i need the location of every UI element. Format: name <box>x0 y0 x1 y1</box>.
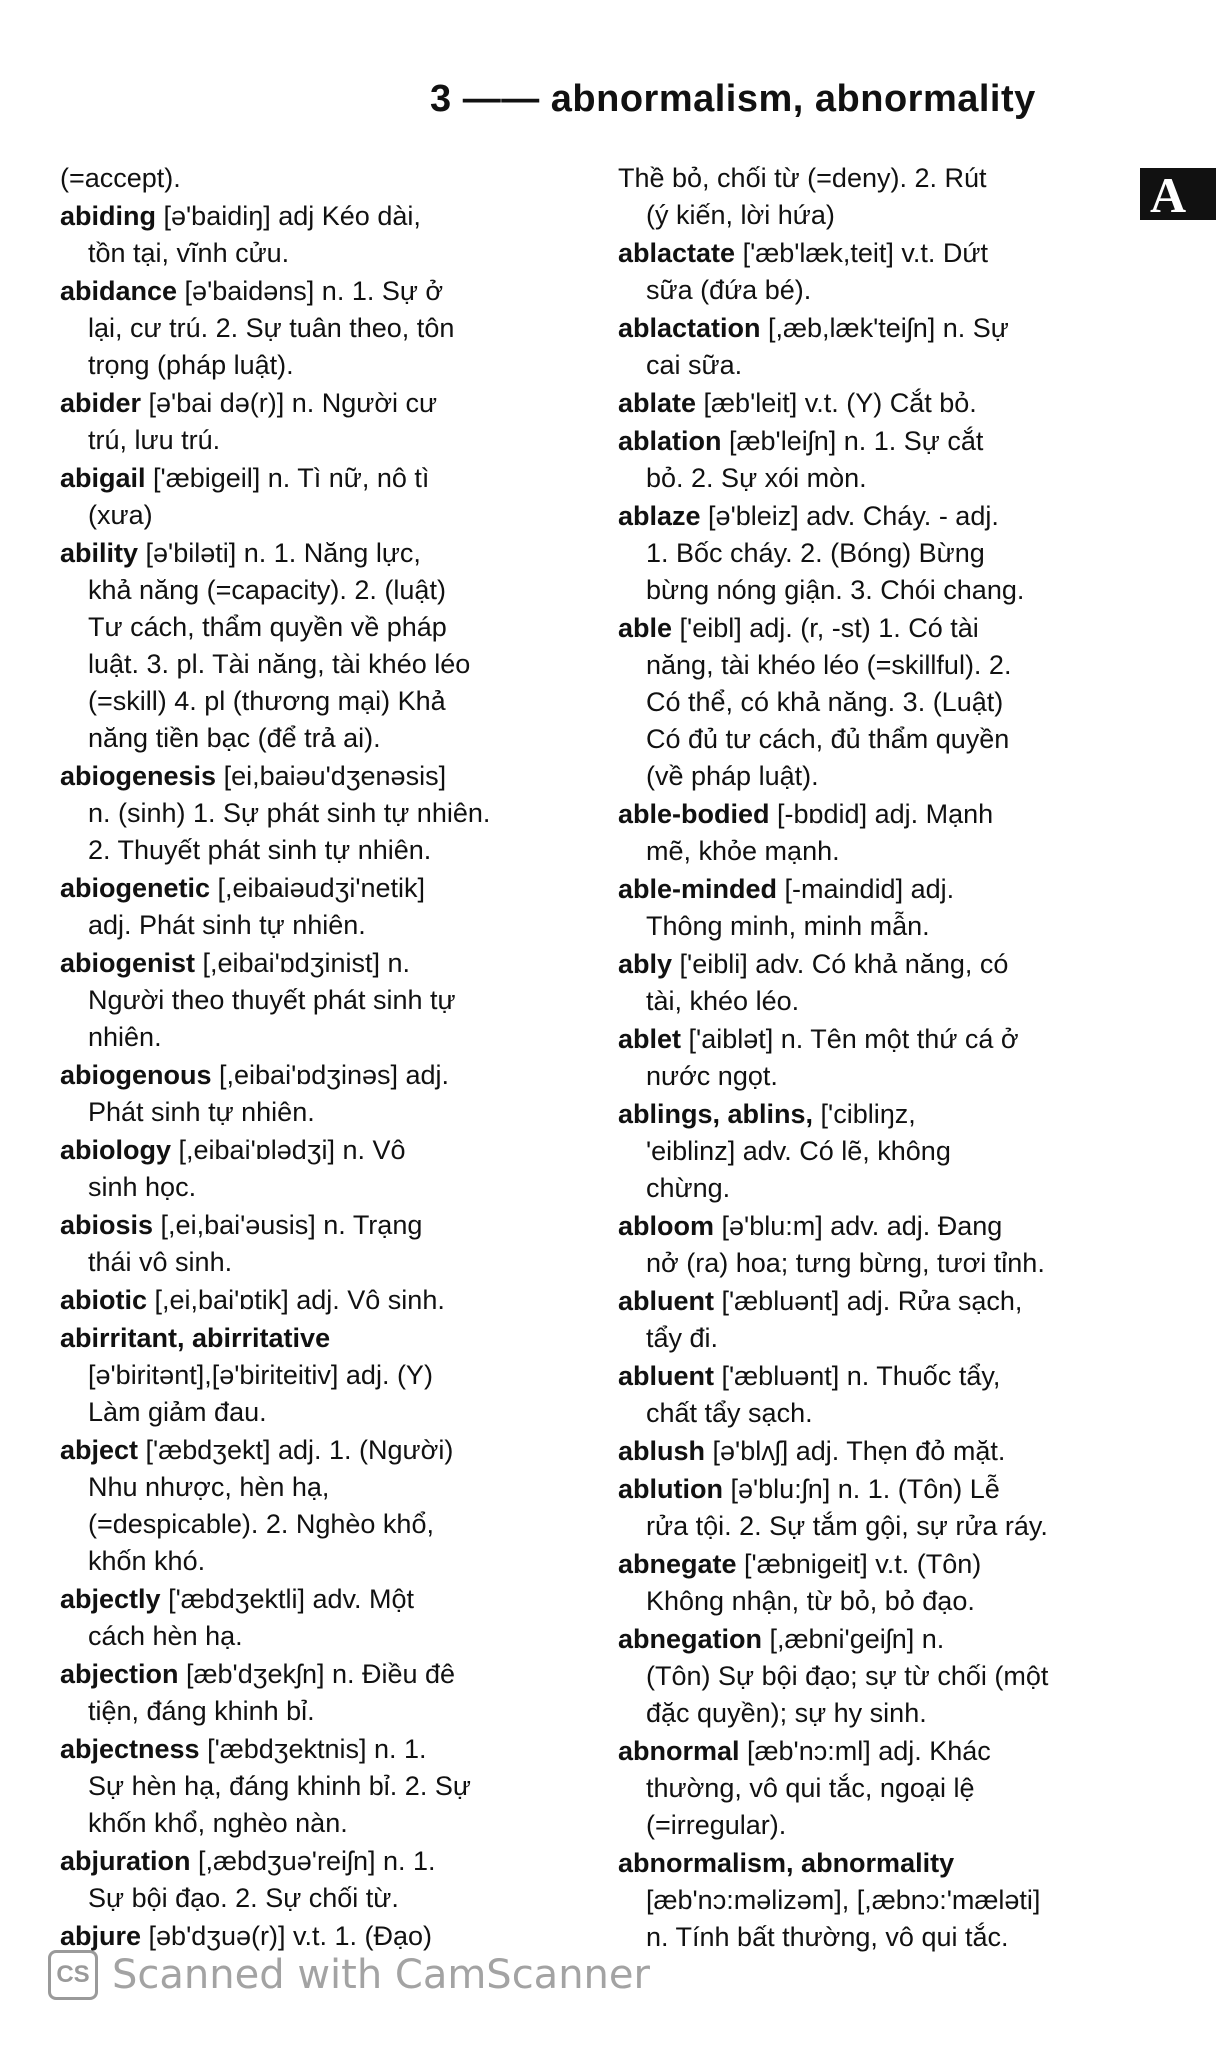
dictionary-entry <box>60 870 575 944</box>
entry-line-continuation: sinh học. <box>88 1172 197 1202</box>
dictionary-entry <box>60 535 575 757</box>
dictionary-entry <box>60 460 575 534</box>
dictionary-entry <box>60 945 575 1056</box>
entry-line-first: abnormalism, abnormality <box>618 1848 955 1878</box>
entry-line-first: abirritant, abirritative <box>60 1323 331 1353</box>
entry-line-continuation: luật. 3. pl. Tài năng, tài khéo léo <box>88 649 471 679</box>
right-column <box>618 160 1118 1957</box>
entry-line-continuation: (xưa) <box>88 500 153 530</box>
entry-line-continuation: Nhu nhược, hèn hạ, <box>88 1472 330 1502</box>
dictionary-entry <box>60 1207 575 1281</box>
dictionary-entry <box>618 610 1118 795</box>
entry-line-first: ablaze [ə'bleiz] adv. Cháy. - adj. <box>618 501 999 531</box>
entry-line-continuation: nước ngọt. <box>646 1061 778 1091</box>
entry-line-first: ablation [æb'leiʃn] n. 1. Sự cắt <box>618 426 984 456</box>
dictionary-entry <box>60 198 575 272</box>
entry-line-continuation: 1. Bốc cháy. 2. (Bóng) Bừng <box>646 538 985 568</box>
entry-line-continuation: Có thể, có khả năng. 3. (Luật) <box>646 687 1004 717</box>
entry-line-continuation: Tư cách, thẩm quyền về pháp <box>88 612 447 642</box>
entry-line-first: ablush [ə'blʌʃ] adj. Thẹn đỏ mặt. <box>618 1436 1006 1466</box>
entry-line-continuation: Làm giảm đau. <box>88 1397 267 1427</box>
entry-line-continuation: khả năng (=capacity). 2. (luật) <box>88 575 446 605</box>
entry-line-continuation: Sự bội đạo. 2. Sự chối từ. <box>88 1883 399 1913</box>
entry-line-continuation: thái vô sinh. <box>88 1247 233 1277</box>
entry-line-first: abigail ['æbigeil] n. Tì nữ, nô tì <box>60 463 430 493</box>
entry-line-first: Thề bỏ, chối từ (=deny). 2. Rút <box>618 163 987 193</box>
dictionary-entry <box>60 160 575 197</box>
entry-line-continuation: nhiên. <box>88 1022 162 1052</box>
dictionary-entry <box>618 1433 1118 1470</box>
entry-line-first: able ['eibl] adj. (r, -st) 1. Có tài <box>618 613 979 643</box>
entry-line-first: abider [ə'bai də(r)] n. Người cư <box>60 388 438 418</box>
dictionary-entry <box>618 1621 1118 1732</box>
entry-line-continuation: Thông minh, minh mẫn. <box>646 911 930 941</box>
dictionary-entry <box>618 1845 1118 1956</box>
entry-line-continuation: 2. Thuyết phát sinh tự nhiên. <box>88 835 432 865</box>
entry-line-continuation: khốn khó. <box>88 1546 206 1576</box>
entry-line-first: abluent ['æbluənt] n. Thuốc tẩy, <box>618 1361 1001 1391</box>
entry-line-continuation: Có đủ tư cách, đủ thẩm quyền <box>646 724 1010 754</box>
entry-line-first: ablactate ['æb'læk,teit] v.t. Dứt <box>618 238 989 268</box>
entry-line-continuation: Không nhận, từ bỏ, bỏ đạo. <box>646 1586 975 1616</box>
entry-line-first: ablet ['aiblət] n. Tên một thứ cá ở <box>618 1024 1019 1054</box>
entry-line-first: abiogenous [,eibai'ɒdʒinəs] adj. <box>60 1060 450 1090</box>
camscanner-logo: CS <box>48 1950 98 2000</box>
entry-line-first: able-minded [-maindid] adj. <box>618 874 955 904</box>
entry-line-continuation: n. Tính bất thường, vô qui tắc. <box>646 1922 1009 1952</box>
page-header <box>430 78 1036 121</box>
dictionary-entry <box>60 758 575 869</box>
entry-line-continuation: năng tiền bạc (để trả ai). <box>88 723 381 753</box>
entry-line-continuation: nở (ra) hoa; tưng bừng, tươi tỉnh. <box>646 1248 1045 1278</box>
entry-line-continuation: (về pháp luật). <box>646 761 819 791</box>
entry-line-continuation: rửa tội. 2. Sự tắm gội, sự rửa ráy. <box>646 1511 1048 1541</box>
entry-line-continuation: (Tôn) Sự bội đạo; sự từ chối (một <box>646 1661 1049 1691</box>
entry-line-first: abnegate ['æbnigeit] v.t. (Tôn) <box>618 1549 982 1579</box>
entry-line-continuation: thường, vô qui tắc, ngoại lệ <box>646 1773 975 1803</box>
entry-line-continuation: chất tẩy sạch. <box>646 1398 813 1428</box>
entry-line-first: abject ['æbdʒekt] adj. 1. (Người) <box>60 1435 454 1465</box>
entry-line-continuation: cai sữa. <box>646 350 743 380</box>
entry-line-continuation: n. (sinh) 1. Sự phát sinh tự nhiên. <box>88 798 491 828</box>
dictionary-entry <box>618 1733 1118 1844</box>
entry-line-continuation: tồn tại, vĩnh cửu. <box>88 238 290 268</box>
dictionary-entry <box>60 1843 575 1917</box>
entry-line-continuation: bỏ. 2. Sự xói mòn. <box>646 463 867 493</box>
dictionary-entry <box>60 1282 575 1319</box>
entry-line-continuation: Sự hèn hạ, đáng khinh bỉ. 2. Sự <box>88 1771 471 1801</box>
entry-line-first: abiogenesis [ei,baiəu'dʒenəsis] <box>60 761 447 791</box>
entry-line-first: abnegation [,æbni'geiʃn] n. <box>618 1624 945 1654</box>
left-column <box>60 160 575 1956</box>
entry-line-continuation: (=irregular). <box>646 1810 787 1840</box>
dictionary-entry <box>60 1581 575 1655</box>
entry-line-continuation: adj. Phát sinh tự nhiên. <box>88 910 366 940</box>
dictionary-entry <box>618 946 1118 1020</box>
dictionary-entry <box>618 796 1118 870</box>
dictionary-entry <box>618 423 1118 497</box>
entry-line-first: abjure [əb'dʒuə(r)] v.t. 1. (Đạo) <box>60 1921 432 1951</box>
dictionary-entry <box>618 1546 1118 1620</box>
entry-line-first: abjectly ['æbdʒektli] adv. Một <box>60 1584 415 1614</box>
entry-line-first: abnormal [æb'nɔ:ml] adj. Khác <box>618 1736 991 1766</box>
watermark-text: Scanned with CamScanner <box>112 1952 650 1998</box>
entry-line-continuation: tài, khéo léo. <box>646 986 800 1016</box>
dictionary-entry <box>618 1096 1118 1207</box>
section-tab <box>1140 167 1216 223</box>
entry-line-first: ability [ə'biləti] n. 1. Năng lực, <box>60 538 421 568</box>
scanner-watermark <box>48 1950 650 2000</box>
page-number: 3 <box>430 78 452 120</box>
dictionary-entry <box>60 1656 575 1730</box>
section-letter: A <box>1150 167 1187 223</box>
entry-line-continuation: [æb'nɔ:məlizəm], [,æbnɔ:'mæləti] <box>646 1885 1041 1915</box>
entry-line-continuation: Phát sinh tự nhiên. <box>88 1097 315 1127</box>
entry-line-first: abloom [ə'blu:m] adv. adj. Đang <box>618 1211 1003 1241</box>
dictionary-entry <box>618 310 1118 384</box>
dictionary-entry <box>618 498 1118 609</box>
entry-line-first: able-bodied [-bɒdid] adj. Mạnh <box>618 799 994 829</box>
dictionary-entry <box>618 235 1118 309</box>
entry-line-first: abjectness ['æbdʒektnis] n. 1. <box>60 1734 427 1764</box>
dictionary-entry <box>60 1731 575 1842</box>
entry-line-first: (=accept). <box>60 163 181 193</box>
guide-words: abnormalism, abnormality <box>550 78 1036 120</box>
entry-line-continuation: trú, lưu trú. <box>88 425 221 455</box>
dictionary-entry <box>618 871 1118 945</box>
entry-line-continuation: đặc quyền); sự hy sinh. <box>646 1698 927 1728</box>
dictionary-entry <box>618 385 1118 422</box>
entry-line-continuation: khốn khổ, nghèo nàn. <box>88 1808 348 1838</box>
entry-line-first: abiology [,eibai'ɒlədʒi] n. Vô <box>60 1135 406 1165</box>
entry-line-continuation: (ý kiến, lời hứa) <box>646 200 835 230</box>
entry-line-continuation: (=skill) 4. pl (thương mại) Khả <box>88 686 446 716</box>
dictionary-entry <box>60 1320 575 1431</box>
entry-line-first: abiogenist [,eibai'ɒdʒinist] n. <box>60 948 411 978</box>
dictionary-entry <box>618 1471 1118 1545</box>
entry-line-first: abidance [ə'baidəns] n. 1. Sự ở <box>60 276 444 306</box>
entry-line-continuation: tiện, đáng khinh bỉ. <box>88 1696 315 1726</box>
entry-line-first: ablution [ə'blu:ʃn] n. 1. (Tôn) Lễ <box>618 1474 1000 1504</box>
dictionary-entry <box>618 1283 1118 1357</box>
dictionary-entry <box>618 1358 1118 1432</box>
entry-line-first: abluent ['æbluənt] adj. Rửa sạch, <box>618 1286 1023 1316</box>
dictionary-entry <box>60 385 575 459</box>
dictionary-entry <box>60 1432 575 1580</box>
header-dash: —— <box>462 78 540 120</box>
dictionary-entry <box>60 273 575 384</box>
entry-line-continuation: lại, cư trú. 2. Sự tuân theo, tôn <box>88 313 455 343</box>
entry-line-continuation: cách hèn hạ. <box>88 1621 243 1651</box>
dictionary-entry <box>618 160 1118 234</box>
entry-line-continuation: sữa (đứa bé). <box>646 275 812 305</box>
entry-line-continuation: tẩy đi. <box>646 1323 719 1353</box>
dictionary-entry <box>60 1132 575 1206</box>
entry-line-continuation: Người theo thuyết phát sinh tự <box>88 985 456 1015</box>
entry-line-first: abjuration [,æbdʒuə'reiʃn] n. 1. <box>60 1846 436 1876</box>
entry-line-continuation: bừng nóng giận. 3. Chói chang. <box>646 575 1025 605</box>
entry-line-first: abiding [ə'baidiŋ] adj Kéo dài, <box>60 201 421 231</box>
entry-line-continuation: 'eiblinz] adv. Có lẽ, không <box>646 1136 951 1166</box>
dictionary-entry <box>618 1208 1118 1282</box>
entry-line-first: abiogenetic [,eibaiəudʒi'netik] <box>60 873 426 903</box>
entry-line-first: ablings, ablins, ['cibliŋz, <box>618 1099 916 1129</box>
entry-line-continuation: trọng (pháp luật). <box>88 350 294 380</box>
dictionary-entry <box>618 1021 1118 1095</box>
entry-line-continuation: mẽ, khỏe mạnh. <box>646 836 840 866</box>
entry-line-first: ablactation [,æb,læk'teiʃn] n. Sự <box>618 313 1009 343</box>
entry-line-first: abjection [æb'dʒekʃn] n. Điều đê <box>60 1659 456 1689</box>
entry-line-first: ably ['eibli] adv. Có khả năng, có <box>618 949 1009 979</box>
entry-line-continuation: (=despicable). 2. Nghèo khổ, <box>88 1509 434 1539</box>
entry-line-continuation: năng, tài khéo léo (=skillful). 2. <box>646 650 1012 680</box>
entry-line-first: ablate [æb'leit] v.t. (Y) Cắt bỏ. <box>618 388 977 418</box>
entry-line-continuation: chừng. <box>646 1173 731 1203</box>
entry-line-continuation: [ə'biritənt],[ə'biriteitiv] adj. (Y) <box>88 1360 433 1390</box>
dictionary-entry <box>60 1057 575 1131</box>
entry-line-first: abiosis [,ei,bai'əusis] n. Trạng <box>60 1210 423 1240</box>
entry-line-first: abiotic [,ei,bai'ɒtik] adj. Vô sinh. <box>60 1285 445 1315</box>
